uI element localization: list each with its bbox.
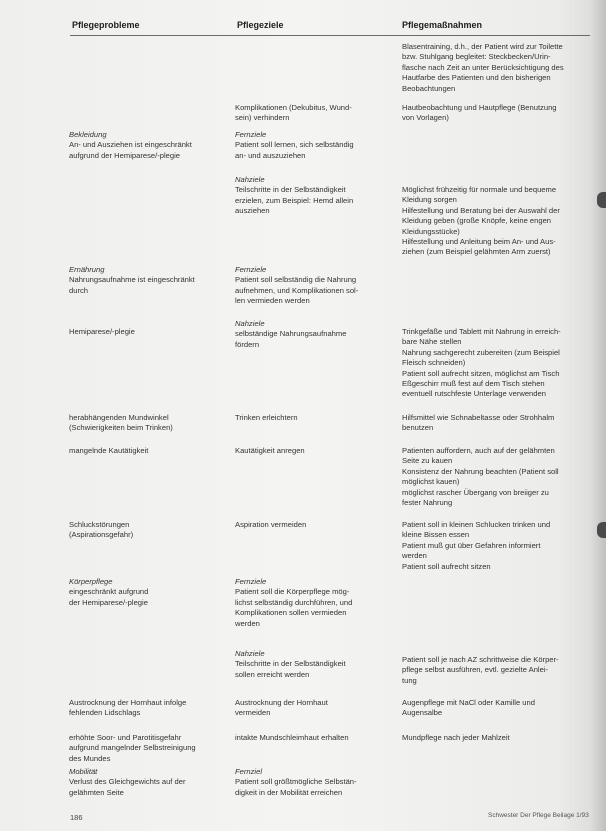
cell-subheading: Körperpflege xyxy=(69,577,113,586)
cell-line: Patient soll die Körperpflege mög- xyxy=(235,587,350,597)
cell-col2 xyxy=(235,577,352,629)
cell-line: Trinken erleichtern xyxy=(235,413,298,422)
cell-line: digkeit in der Mobilität erreichen xyxy=(235,787,343,797)
cell-subheading: Fernziele xyxy=(235,577,267,586)
cell-line: werden xyxy=(402,551,427,561)
cell-subheading: Nahziele xyxy=(235,649,265,658)
cell-line: flasche nach Zeit an unter Berücksichtigung des xyxy=(402,62,564,72)
cell-line: Seite zu kauen xyxy=(402,456,453,466)
cell-col1 xyxy=(69,265,195,296)
column-header-measures: Pflegemaßnahmen xyxy=(402,20,483,30)
cell-col1 xyxy=(69,577,148,608)
cell-line: erhöhte Soor- und Parotitisgefahr xyxy=(69,733,182,742)
cell-line: Blasentraining, d.h., der Patient wird zur Toilette xyxy=(402,42,563,51)
cell-line: Verlust des Gleichgewichts auf der xyxy=(69,777,186,787)
cell-line: Patient soll aufrecht sitzen xyxy=(402,561,491,571)
cell-col1 xyxy=(69,327,135,337)
cell-line: Hilfsmittel wie Schnabeltasse oder Strohhalm xyxy=(402,413,555,422)
cell-line: Komplikationen sollen vermieden xyxy=(235,608,347,618)
cell-line: Hilfestellung und Beratung bei der Auswahl der xyxy=(402,205,560,215)
cell-line: Patient muß gut über Gefahren informiert xyxy=(402,540,541,550)
cell-line: Austrocknung der Hornhaut xyxy=(235,698,328,707)
cell-col2 xyxy=(235,733,349,743)
cell-line: Schluckstörungen xyxy=(69,520,130,529)
cell-col1 xyxy=(69,446,148,456)
cell-line: fehlenden Lidschlags xyxy=(69,708,141,718)
cell-line: eventuell rutschfeste Unterlage verwenden xyxy=(402,389,546,399)
cell-line: aufgrund der Hemiparese/-plegie xyxy=(69,150,181,160)
column-header-goals: Pflegeziele xyxy=(237,20,284,30)
cell-line: Augensalbe xyxy=(402,708,443,718)
cell-line: Mundpflege nach jeder Mahlzeit xyxy=(402,733,510,742)
cell-line: Hemiparese/-plegie xyxy=(69,327,135,336)
cell-line: lichst selbständig durchführen, und xyxy=(235,597,353,607)
cell-line: Komplikationen (Dekubitus, Wund- xyxy=(235,103,352,112)
cell-line: pflege selbst ausführen, evtl. gezielte Anlei- xyxy=(402,665,549,675)
cell-line: Nahrungsaufnahme ist eingeschränkt xyxy=(69,275,195,285)
cell-col2 xyxy=(235,265,358,307)
cell-line: Hautfarbe des Patienten und den bisherigen xyxy=(402,73,551,83)
binding-hole xyxy=(597,522,606,538)
cell-col2 xyxy=(235,446,305,456)
cell-col3 xyxy=(402,413,554,434)
cell-col3 xyxy=(402,185,560,258)
cell-line: Möglichst frühzeitig für normale und bequeme xyxy=(402,185,557,194)
cell-line: kleine Bissen essen xyxy=(402,530,470,540)
cell-line: ziehen (zum Beispiel gelähmten Arm zuerst) xyxy=(402,247,551,257)
cell-line: Fleisch schneiden) xyxy=(402,358,466,368)
cell-line: Augenpflege mit NaCl oder Kamille und xyxy=(402,698,535,707)
column-header-problems: Pflegeprobleme xyxy=(72,20,140,30)
cell-line: möglichst kauen) xyxy=(402,477,460,487)
cell-line: Nahrung sachgerecht zubereiten (zum Beispiel xyxy=(402,347,560,357)
page-number: 186 xyxy=(70,813,83,822)
cell-line: werden xyxy=(235,618,260,628)
cell-line: sein) verhindern xyxy=(235,113,290,123)
cell-subheading: Fernziele xyxy=(235,265,267,274)
cell-line: von Vorlagen) xyxy=(402,113,449,123)
cell-col2 xyxy=(235,175,353,217)
cell-col2 xyxy=(235,319,346,350)
cell-line: aufgrund mangelnder Selbstreinigung xyxy=(69,743,196,753)
binding-hole xyxy=(597,192,606,208)
cell-line: aufnehmen, und Komplikationen sol- xyxy=(235,285,359,295)
cell-line: Patienten auffordern, auch auf der gelähmten xyxy=(402,446,555,455)
footer-source: Schwester Der Pflege Beilage 1/93 xyxy=(488,812,589,819)
cell-line: An- und Ausziehen ist eingeschränkt xyxy=(69,140,192,150)
cell-line: Austrocknung der Hornhaut infolge xyxy=(69,698,187,707)
cell-line: durch xyxy=(69,285,88,295)
cell-line: fördern xyxy=(235,339,260,349)
cell-line: sollen erreicht werden xyxy=(235,669,310,679)
cell-col1 xyxy=(69,413,173,434)
cell-col1 xyxy=(69,698,186,719)
cell-line: Kleidung geben (große Knöpfe, keine engen xyxy=(402,216,552,226)
cell-col2 xyxy=(235,767,357,798)
cell-line: Teilschritte in der Selbständigkeit xyxy=(235,659,346,669)
cell-line: des Mundes xyxy=(69,753,111,763)
cell-line: Teilschritte in der Selbständigkeit xyxy=(235,185,346,195)
cell-col2 xyxy=(235,698,328,719)
cell-line: ausziehen xyxy=(235,206,270,216)
cell-col1 xyxy=(69,733,196,764)
cell-line: Beobachtungen xyxy=(402,83,456,93)
cell-line: Konsistenz der Nahrung beachten (Patient soll xyxy=(402,466,559,476)
cell-line: mangelnde Kautätigkeit xyxy=(69,446,149,455)
cell-line: intakte Mundschleimhaut erhalten xyxy=(235,733,349,742)
cell-col2 xyxy=(235,103,352,124)
cell-col3 xyxy=(402,698,535,719)
cell-line: (Schwierigkeiten beim Trinken) xyxy=(69,423,173,433)
cell-line: bzw. Stuhlgang begleitet: Steckbecken/Urin- xyxy=(402,52,551,62)
cell-col1 xyxy=(69,520,133,541)
cell-col3 xyxy=(402,446,559,508)
cell-line: Patient soll in kleinen Schlucken trinken und xyxy=(402,520,551,529)
cell-subheading: Fernziele xyxy=(235,130,267,139)
cell-line: vermeiden xyxy=(235,708,271,718)
cell-col3 xyxy=(402,103,557,124)
cell-line: an- und auszuziehen xyxy=(235,150,306,160)
cell-subheading: Mobilität xyxy=(69,767,98,776)
cell-line: Patient soll lernen, sich selbständig xyxy=(235,140,354,150)
cell-line: Eßgeschirr muß fest auf dem Tisch stehen xyxy=(402,379,545,389)
cell-col3 xyxy=(402,42,564,94)
cell-col2 xyxy=(235,413,298,423)
cell-line: erzielen, zum Beispiel: Hemd allein xyxy=(235,195,354,205)
cell-subheading: Nahziele xyxy=(235,175,265,184)
cell-line: selbständige Nahrungsaufnahme xyxy=(235,329,347,339)
cell-line: (Aspirationsgefahr) xyxy=(69,530,134,540)
header-rule xyxy=(70,35,590,36)
cell-col3 xyxy=(402,655,559,686)
cell-line: Patient soll aufrecht sitzen, möglichst am Tisch xyxy=(402,368,560,378)
cell-line: benutzen xyxy=(402,423,434,433)
cell-line: Hautbeobachtung und Hautpflege (Benutzung xyxy=(402,103,557,112)
cell-line: Patient soll größtmögliche Selbstän- xyxy=(235,777,357,787)
cell-line: der Hemiparese/-plegie xyxy=(69,597,148,607)
cell-line: Aspiration vermeiden xyxy=(235,520,307,529)
cell-line: möglichst rascher Übergang von breiiger zu xyxy=(402,487,549,497)
cell-col3 xyxy=(402,327,561,400)
cell-line: Patient soll selbständig die Nahrung xyxy=(235,275,357,285)
page-edge-shadow xyxy=(590,0,606,831)
cell-subheading: Bekleidung xyxy=(69,130,107,139)
cell-col3 xyxy=(402,733,510,743)
cell-line: herabhängenden Mundwinkel xyxy=(69,413,169,422)
cell-line: Kleidungsstücke) xyxy=(402,226,460,236)
cell-line: len vermieden werden xyxy=(235,296,310,306)
cell-col2 xyxy=(235,649,346,680)
cell-line: Trinkgefäße und Tablett mit Nahrung in erreich- xyxy=(402,327,561,336)
cell-col1 xyxy=(69,130,192,161)
cell-line: Kautätigkeit anregen xyxy=(235,446,305,455)
cell-line: bare Nähe stellen xyxy=(402,337,462,347)
cell-line: Patient soll je nach AZ schrittweise die Körper- xyxy=(402,655,559,664)
cell-line: eingeschränkt aufgrund xyxy=(69,587,149,597)
cell-col3 xyxy=(402,520,550,572)
cell-line: tung xyxy=(402,675,417,685)
cell-col2 xyxy=(235,130,354,161)
cell-col2 xyxy=(235,520,306,530)
cell-subheading: Nahziele xyxy=(235,319,265,328)
cell-col1 xyxy=(69,767,186,798)
cell-subheading: Fernziel xyxy=(235,767,263,776)
cell-line: Hilfestellung und Anleitung beim An- und Aus- xyxy=(402,237,556,247)
cell-line: fester Nahrung xyxy=(402,498,453,508)
cell-line: Kleidung sorgen xyxy=(402,195,457,205)
cell-subheading: Ernährung xyxy=(69,265,105,274)
cell-line: gelähmten Seite xyxy=(69,787,124,797)
